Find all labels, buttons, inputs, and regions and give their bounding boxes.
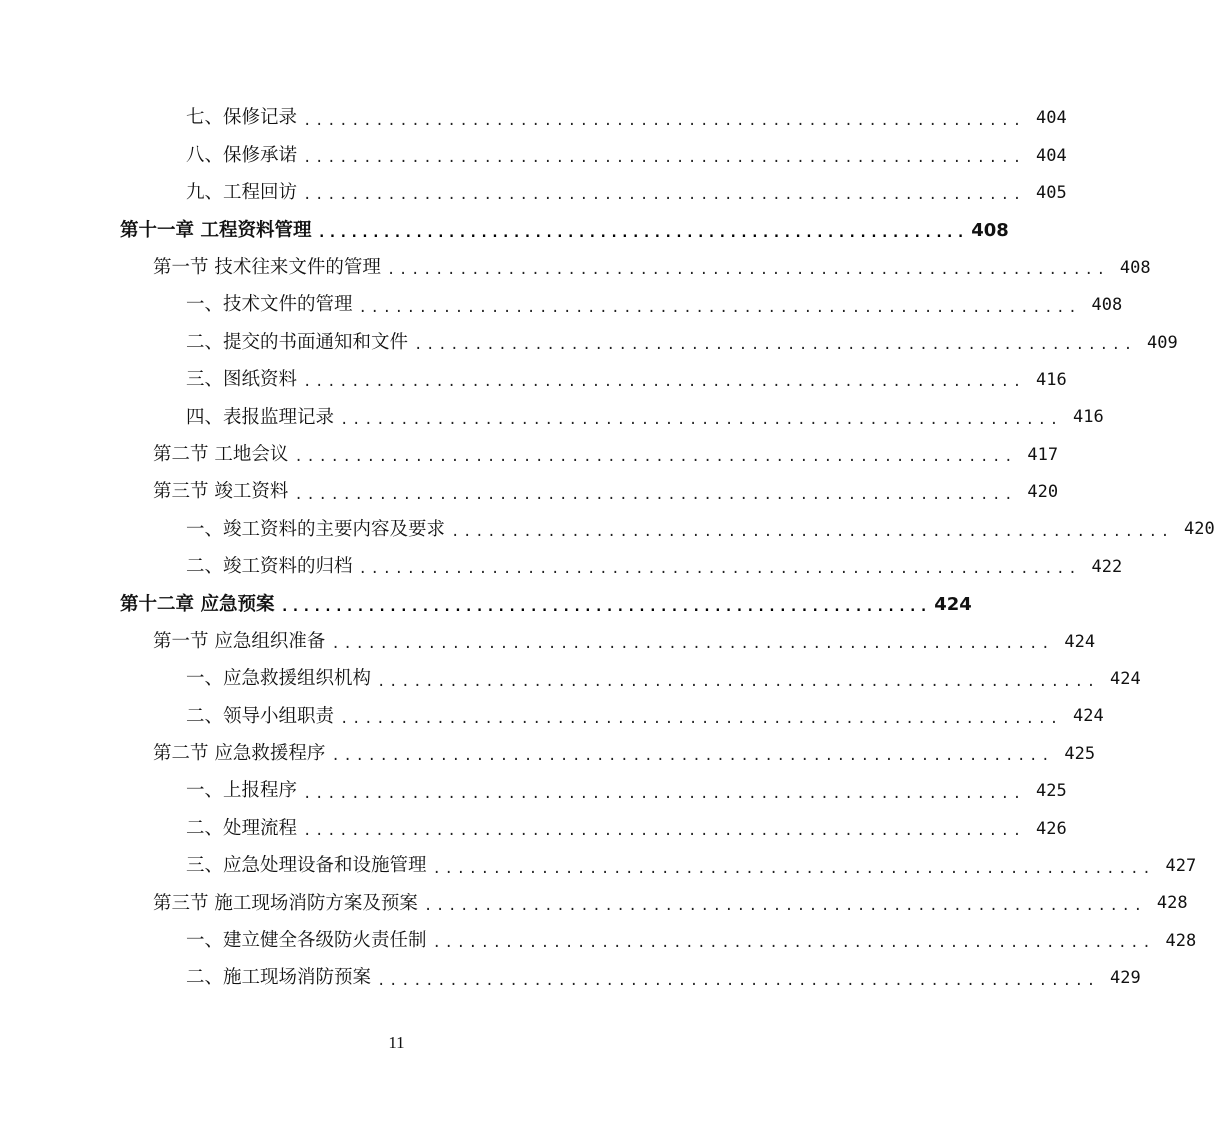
toc-entry-title: 一、建立健全各级防火责任制 xyxy=(186,930,427,952)
toc-dot-leader: ............................................................ xyxy=(294,449,1017,466)
toc-page-number: 404 xyxy=(1036,108,1067,129)
toc-dot-leader: ............................................................ xyxy=(280,598,931,615)
toc-entry-title: 二、施工现场消防预案 xyxy=(186,967,372,989)
toc-page-number: 425 xyxy=(1036,781,1067,802)
toc-entry-title: 二、处理流程 xyxy=(186,817,298,839)
toc-page-number: 420 xyxy=(1027,482,1059,503)
toc-dot-leader: ............................................................ xyxy=(303,823,1025,840)
toc-entry-title: 四、表报监理记录 xyxy=(186,406,335,428)
toc-dot-leader: ............................................................ xyxy=(294,486,1017,503)
toc-page-number: 424 xyxy=(934,593,972,615)
toc-subsection-entry[interactable] xyxy=(0,175,1067,212)
toc-entry-title: 二、竣工资料的归档 xyxy=(186,556,353,578)
toc-page-number: 424 xyxy=(1073,706,1104,727)
toc-dot-leader: ............................................................ xyxy=(451,523,1173,540)
toc-page-number: 408 xyxy=(1091,295,1123,316)
toc-subsection-entry[interactable] xyxy=(0,773,1067,810)
toc-page-number: 417 xyxy=(1027,444,1059,465)
toc-dot-leader: ............................................................ xyxy=(377,673,1099,690)
toc-entry-title: 三、图纸资料 xyxy=(186,369,298,391)
toc-subsection-entry[interactable] xyxy=(0,810,1067,847)
toc-page-number: 404 xyxy=(1036,145,1067,166)
toc-entry-title: 第十一章 工程资料管理 xyxy=(120,219,312,241)
toc-dot-leader: ............................................................ xyxy=(432,935,1155,952)
toc-entry-title: 九、工程回访 xyxy=(186,182,298,204)
toc-section-entry[interactable] xyxy=(0,885,1188,922)
toc-section-entry[interactable] xyxy=(0,623,1096,660)
toc-chapter-entry[interactable] xyxy=(0,586,972,623)
toc-entry-title: 三、应急处理设备和设施管理 xyxy=(186,855,427,877)
toc-dot-leader: ............................................................ xyxy=(414,337,1136,354)
toc-subsection-entry[interactable] xyxy=(0,698,1104,735)
toc-entry-title: 第三节 竣工资料 xyxy=(153,481,289,503)
page-number: 11 xyxy=(388,1033,405,1052)
toc-dot-leader: ............................................................ xyxy=(423,897,1146,914)
toc-dot-leader: ............................................................ xyxy=(303,785,1025,802)
toc-dot-leader: ............................................................ xyxy=(331,748,1054,765)
toc-section-entry[interactable] xyxy=(0,437,1059,474)
toc-subsection-entry[interactable] xyxy=(0,661,1141,698)
toc-entry-title: 第一节 应急组织准备 xyxy=(153,630,326,652)
toc-page-number: 416 xyxy=(1073,407,1104,428)
toc-page-number: 425 xyxy=(1064,743,1096,764)
toc-dot-leader: ............................................................ xyxy=(303,187,1025,204)
toc-subsection-entry[interactable] xyxy=(0,848,1197,885)
toc-chapter-entry[interactable] xyxy=(0,212,1009,249)
toc-dot-leader: ............................................................ xyxy=(303,150,1025,167)
toc-page-number: 416 xyxy=(1036,369,1067,390)
toc-subsection-entry[interactable] xyxy=(0,923,1197,960)
toc-dot-leader: ............................................................ xyxy=(340,710,1062,727)
toc-entry-title: 第二节 应急救援程序 xyxy=(153,743,326,765)
toc-page-number: 420 xyxy=(1184,519,1215,540)
toc-entry-title: 八、保修承诺 xyxy=(186,144,298,166)
toc-section-entry[interactable] xyxy=(0,250,1151,287)
toc-entry-title: 一、技术文件的管理 xyxy=(186,294,353,316)
toc-page-number: 426 xyxy=(1036,818,1067,839)
toc-entry-title: 一、竣工资料的主要内容及要求 xyxy=(186,518,446,540)
toc-dot-leader: ............................................................ xyxy=(303,112,1025,129)
toc-entry-title: 一、应急救援组织机构 xyxy=(186,668,372,690)
toc-dot-leader: ............................................................ xyxy=(331,636,1054,653)
toc-dot-leader: ............................................................ xyxy=(432,860,1155,877)
toc-subsection-entry[interactable] xyxy=(0,100,1067,137)
toc-dot-leader: ............................................................ xyxy=(340,411,1062,428)
toc-dot-leader: ............................................................ xyxy=(377,972,1099,989)
toc-dot-leader: ............................................................ xyxy=(386,262,1109,279)
toc-dot-leader: ............................................................ xyxy=(317,224,968,241)
toc-subsection-entry[interactable] xyxy=(0,287,1123,324)
toc-subsection-entry[interactable] xyxy=(0,399,1104,436)
toc-page-number: 424 xyxy=(1064,631,1096,652)
toc-subsection-entry[interactable] xyxy=(0,511,1215,548)
toc-section-entry[interactable] xyxy=(0,736,1096,773)
toc-subsection-entry[interactable] xyxy=(0,549,1123,586)
toc-entry-title: 第十二章 应急预案 xyxy=(120,593,275,615)
toc-subsection-entry[interactable] xyxy=(0,137,1067,174)
toc-dot-leader: ............................................................ xyxy=(358,561,1081,578)
toc-dot-leader: ............................................................ xyxy=(303,374,1025,391)
toc-subsection-entry[interactable] xyxy=(0,960,1141,997)
toc-page-number: 424 xyxy=(1110,669,1141,690)
toc-dot-leader: ............................................................ xyxy=(358,299,1081,316)
toc-entry-title: 二、提交的书面通知和文件 xyxy=(186,331,409,353)
toc-page-number: 408 xyxy=(971,219,1009,241)
toc-page-number: 429 xyxy=(1110,968,1141,989)
toc-page-number: 409 xyxy=(1147,332,1178,353)
toc-entry-title: 第三节 施工现场消防方案及预案 xyxy=(153,892,418,914)
table-of-contents xyxy=(0,100,1215,997)
toc-section-entry[interactable] xyxy=(0,474,1059,511)
toc-page-number: 428 xyxy=(1156,893,1188,914)
toc-subsection-entry[interactable] xyxy=(0,362,1067,399)
toc-entry-title: 第二节 工地会议 xyxy=(153,443,289,465)
toc-page-number: 428 xyxy=(1165,930,1197,951)
toc-page-number: 408 xyxy=(1119,257,1151,278)
toc-page-number: 405 xyxy=(1036,182,1067,203)
toc-page-number: 427 xyxy=(1165,856,1197,876)
toc-entry-title: 第一节 技术往来文件的管理 xyxy=(153,257,381,278)
toc-subsection-entry[interactable] xyxy=(0,324,1178,361)
toc-entry-title: 七、保修记录 xyxy=(186,107,298,129)
toc-entry-title: 二、领导小组职责 xyxy=(186,705,335,727)
toc-page-number: 422 xyxy=(1091,556,1123,577)
toc-entry-title: 一、上报程序 xyxy=(186,780,298,802)
